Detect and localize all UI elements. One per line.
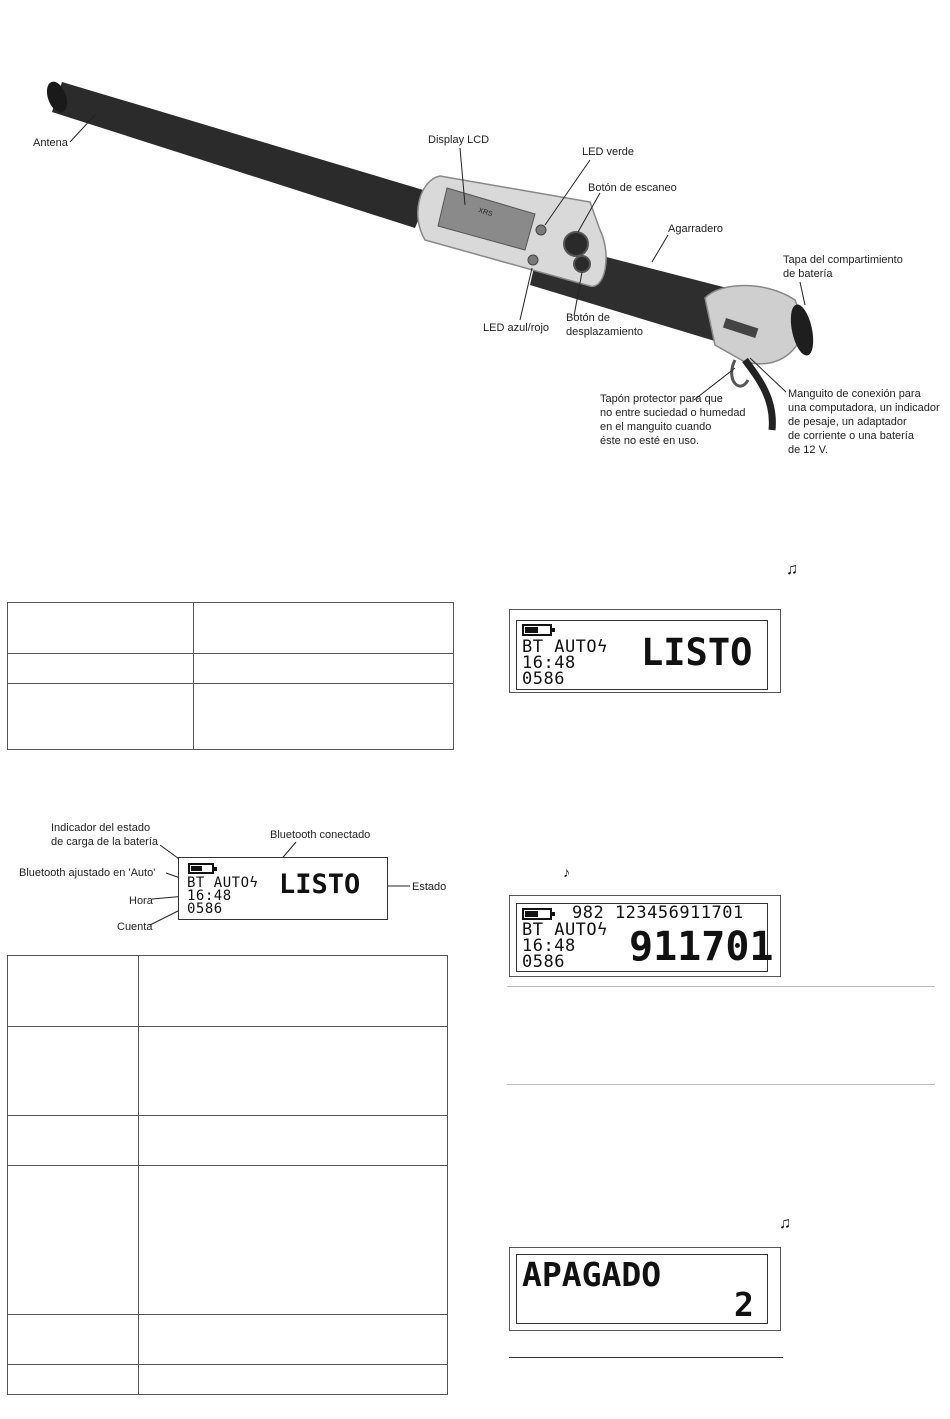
lcd-diagram bbox=[178, 857, 388, 920]
callout-battery-cap bbox=[783, 253, 903, 281]
lcd-diagram-status: LISTO bbox=[279, 869, 361, 900]
lcd-ready-count: 0586 bbox=[522, 669, 565, 689]
lcd-scan-tag: 982 123456911701 bbox=[572, 903, 744, 923]
table-1-divider bbox=[8, 653, 453, 654]
antenna bbox=[43, 79, 430, 228]
table-2-column-divider bbox=[138, 956, 139, 1394]
callout-scan-button: Botón de escaneo bbox=[588, 182, 677, 194]
table-2-divider bbox=[8, 1314, 447, 1315]
section-rule-top bbox=[507, 986, 935, 987]
lcd-scan-time: 16:48 bbox=[522, 936, 576, 956]
lcd-scan bbox=[516, 903, 774, 972]
scan-button bbox=[564, 232, 588, 256]
table-2-divider bbox=[8, 1026, 447, 1027]
display-brand: XRS bbox=[477, 207, 494, 219]
lcd-off bbox=[516, 1254, 768, 1324]
callout-blue-red-led: LED azul/rojo bbox=[483, 322, 550, 334]
callout-lcd: Display LCD bbox=[428, 134, 490, 146]
bluetooth-lightning-icon: ϟ bbox=[249, 875, 259, 891]
table-2-divider bbox=[8, 1115, 447, 1116]
diagram-callout-battery-line: de carga de la batería bbox=[51, 836, 159, 848]
lcd-scan-number: 911701 bbox=[629, 924, 774, 970]
callout-protective-cap-line: Tapón protector para que bbox=[600, 393, 723, 405]
diagram-callout-status: Estado bbox=[412, 881, 447, 893]
table-2 bbox=[7, 955, 448, 1395]
callout-green-led: LED verde bbox=[582, 146, 634, 158]
bt-auto-text: BT AUTO bbox=[187, 875, 250, 891]
battery-icon bbox=[188, 863, 214, 874]
lcd-ready-status: LISTO bbox=[641, 631, 753, 674]
diagram-callout-time: Hora bbox=[129, 895, 153, 907]
callout-battery-cap-line: de batería bbox=[783, 268, 833, 280]
connection-cable bbox=[745, 360, 772, 430]
callout-connection-sleeve-line: Manguito de conexión para bbox=[788, 388, 921, 400]
table-1-divider bbox=[8, 683, 453, 684]
scroll-button bbox=[574, 256, 590, 272]
diagram-callout-bluetooth-auto: Bluetooth ajustado en 'Auto' bbox=[19, 867, 156, 879]
callout-protective-cap-line: éste no esté en uso. bbox=[600, 435, 700, 447]
callout-connection-sleeve bbox=[788, 387, 940, 457]
table-1-column-divider bbox=[193, 603, 194, 749]
double-beep-icon: ♫ bbox=[786, 561, 798, 578]
bt-auto-text: BT AUTO bbox=[522, 637, 598, 657]
battery-icon bbox=[522, 908, 552, 920]
bluetooth-lightning-icon: ϟ bbox=[597, 637, 608, 657]
diagram-callout-bluetooth-connected: Bluetooth conectado bbox=[270, 829, 371, 841]
lcd-scan-count: 0586 bbox=[522, 952, 565, 972]
lcd-ready-time: 16:48 bbox=[522, 653, 576, 673]
section-rule-end bbox=[509, 1357, 783, 1358]
lcd-off-line1: APAGADO bbox=[522, 1255, 662, 1294]
callout-scroll-button bbox=[566, 311, 643, 339]
callout-protective-cap bbox=[600, 392, 746, 448]
callout-protective-cap-line: no entre suciedad o humedad bbox=[600, 407, 746, 419]
callout-battery-cap-line: Tapa del compartimiento bbox=[783, 254, 903, 266]
lcd-off-line2: 2 bbox=[734, 1285, 754, 1324]
triple-beep-icon: ♫ bbox=[779, 1215, 791, 1232]
callout-scroll-button-line: desplazamiento bbox=[566, 326, 644, 338]
bluetooth-lightning-icon: ϟ bbox=[597, 920, 608, 940]
callout-connection-sleeve-line: una computadora, un indicador bbox=[788, 402, 940, 414]
blue-red-led bbox=[528, 255, 538, 265]
callout-antenna: Antena bbox=[33, 137, 68, 149]
callout-handle: Agarradero bbox=[668, 223, 724, 235]
callout-connection-sleeve-line: de corriente o una batería bbox=[788, 430, 914, 442]
single-beep-icon: ♪ bbox=[563, 864, 570, 880]
lcd-diagram-time: 16:48 bbox=[187, 888, 232, 904]
callout-protective-cap-line: en el manguito cuando bbox=[600, 421, 712, 433]
diagram-callout-battery-line: Indicador del estado bbox=[51, 822, 151, 834]
table-2-divider bbox=[8, 1364, 447, 1365]
green-led bbox=[536, 225, 546, 235]
diagram-callout-count: Cuenta bbox=[117, 921, 153, 933]
rear-housing bbox=[705, 286, 805, 364]
table-1 bbox=[7, 602, 454, 750]
battery-icon bbox=[522, 624, 552, 636]
callout-connection-sleeve-line: de pesaje, un adaptador bbox=[788, 416, 907, 428]
lcd-diagram-count: 0586 bbox=[187, 901, 223, 917]
lcd-ready bbox=[516, 620, 768, 690]
section-rule-bottom bbox=[507, 1084, 935, 1085]
callout-connection-sleeve-line: de 12 V. bbox=[788, 444, 828, 456]
bt-auto-text: BT AUTO bbox=[522, 920, 598, 940]
callout-scroll-button-line: Botón de bbox=[566, 312, 611, 324]
table-2-divider bbox=[8, 1165, 447, 1166]
